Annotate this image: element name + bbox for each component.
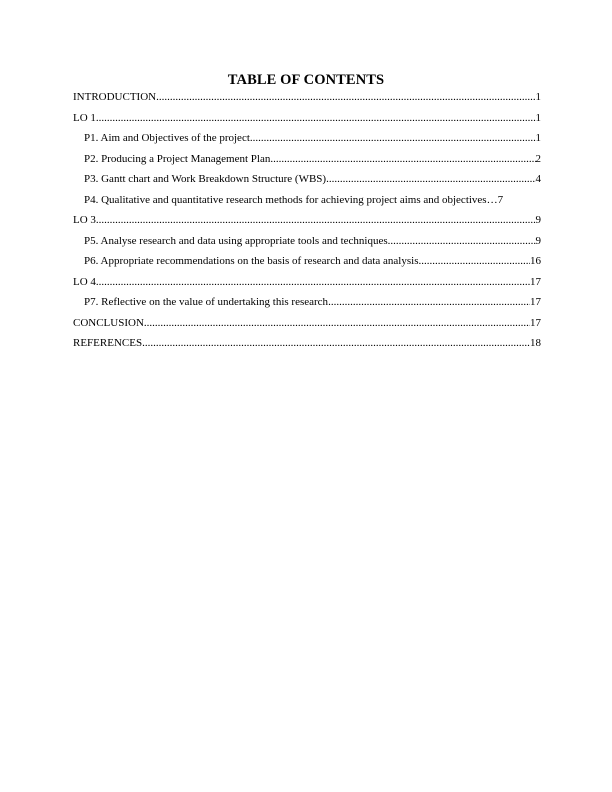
toc-entry-label: P1. Aim and Objectives of the project bbox=[84, 132, 250, 144]
toc-entry-label: LO 4 bbox=[73, 275, 96, 288]
toc-entry-label: P4. Qualitative and quantitative research methods for achieving project aims and objectives… bbox=[84, 193, 498, 206]
toc-entry-page: 9 bbox=[535, 214, 541, 226]
toc-entry-page: 18 bbox=[530, 337, 541, 349]
toc-entry-label: P2. Producing a Project Management Plan bbox=[84, 152, 271, 165]
toc-entry-page: 1 bbox=[535, 132, 541, 144]
toc-entry[interactable] bbox=[73, 313, 541, 334]
toc-dot-leader bbox=[326, 169, 535, 190]
toc-entry-page: 16 bbox=[530, 255, 541, 267]
toc-entry-label: P5. Analyse research and data using appropriate tools and techniques bbox=[84, 234, 388, 247]
toc-entry-page: 9 bbox=[535, 234, 541, 247]
toc-entry-page: 1 bbox=[535, 91, 541, 103]
toc-entry[interactable] bbox=[73, 190, 541, 211]
toc-entry-page: 17 bbox=[530, 316, 541, 329]
toc-entry[interactable] bbox=[73, 210, 541, 231]
toc-entry-page: 4 bbox=[535, 173, 541, 185]
toc-dot-leader bbox=[142, 333, 530, 354]
toc-entry[interactable] bbox=[73, 251, 541, 272]
toc-entry[interactable] bbox=[73, 292, 541, 313]
toc-entry[interactable] bbox=[73, 108, 541, 129]
toc-entry-label: LO 1 bbox=[73, 111, 96, 124]
toc-dot-leader bbox=[250, 128, 536, 149]
toc-entry[interactable] bbox=[73, 149, 541, 170]
toc-entry[interactable] bbox=[73, 87, 541, 108]
toc-entry-label: LO 3 bbox=[73, 214, 96, 226]
toc-entry-page: 1 bbox=[535, 111, 541, 124]
toc-dot-leader bbox=[144, 313, 530, 334]
toc-entry[interactable] bbox=[73, 272, 541, 293]
toc-entry[interactable] bbox=[73, 169, 541, 190]
toc-entry[interactable] bbox=[73, 128, 541, 149]
toc-dot-leader bbox=[419, 251, 531, 272]
toc-entry-label: P3. Gantt chart and Work Breakdown Structure (WBS) bbox=[84, 173, 327, 185]
toc-entry-label: P7. Reflective on the value of undertaking this research bbox=[84, 296, 329, 308]
toc-dot-leader bbox=[96, 210, 536, 231]
toc-entry-page: 2 bbox=[535, 152, 541, 165]
toc-entry[interactable] bbox=[73, 333, 541, 354]
toc-dot-leader bbox=[96, 108, 536, 129]
toc-entry-page: 17 bbox=[530, 275, 541, 288]
toc-entry-label: CONCLUSION bbox=[73, 316, 144, 329]
toc-entry-label: REFERENCES bbox=[73, 337, 143, 349]
toc-dot-leader bbox=[328, 292, 530, 313]
toc-entry-label: INTRODUCTION bbox=[73, 91, 157, 103]
toc-dot-leader bbox=[96, 272, 530, 293]
toc-dot-leader bbox=[156, 87, 535, 108]
toc-dot-leader bbox=[270, 149, 535, 170]
toc-entry-label: P6. Appropriate recommendations on the basis of research and data analysis bbox=[84, 255, 419, 267]
toc-entry[interactable] bbox=[73, 231, 541, 252]
toc-entry-page: 7 bbox=[497, 193, 504, 206]
page-title: TABLE OF CONTENTS bbox=[227, 72, 385, 88]
toc-dot-leader bbox=[388, 231, 536, 252]
toc-list bbox=[73, 87, 541, 354]
toc-entry-page: 17 bbox=[530, 296, 541, 308]
